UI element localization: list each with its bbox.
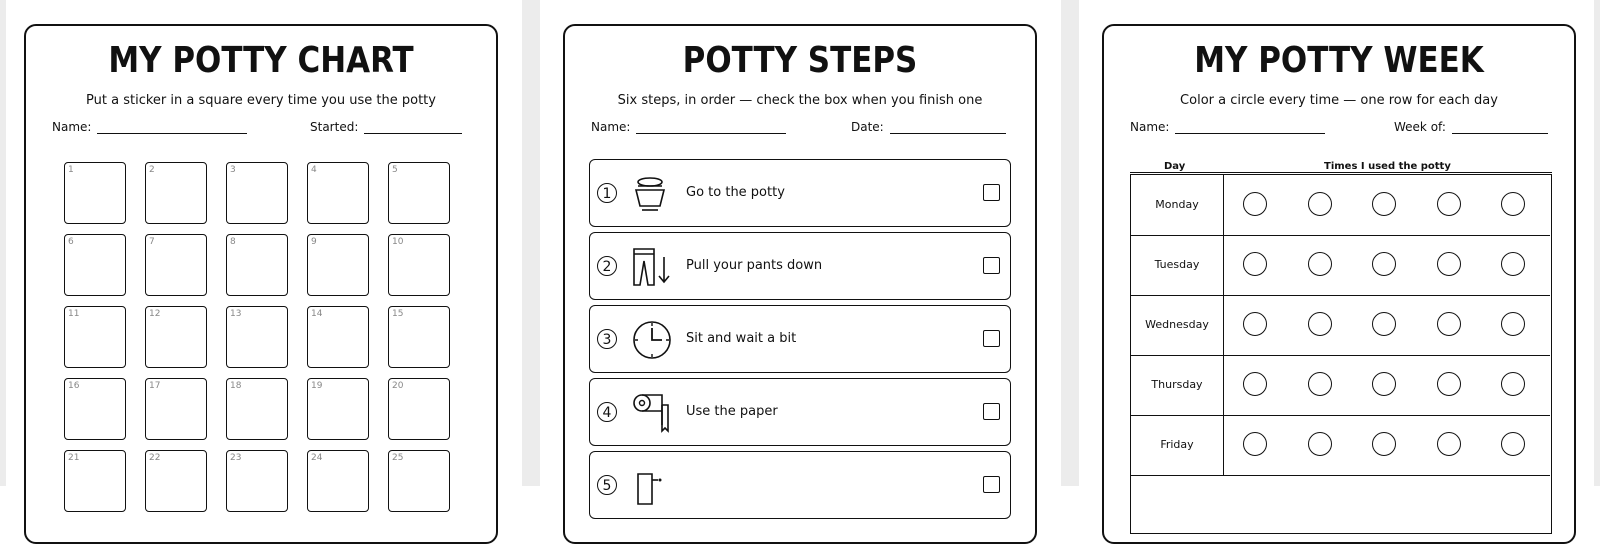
square-number: 21 <box>68 453 80 463</box>
step-number: 2 <box>597 256 617 276</box>
day-label: Tuesday <box>1131 235 1224 295</box>
toilet-paper-icon <box>630 391 674 435</box>
gutter <box>1594 0 1600 486</box>
date-line <box>890 119 1006 134</box>
tally-circle[interactable] <box>1501 432 1525 456</box>
week-of-field[interactable] <box>1394 119 1548 134</box>
square-number: 13 <box>230 309 242 319</box>
tally-circle[interactable] <box>1501 372 1525 396</box>
gutter <box>522 0 540 486</box>
tally-circle[interactable] <box>1437 372 1461 396</box>
square-number: 22 <box>149 453 161 463</box>
step-number: 4 <box>597 402 617 422</box>
week-table <box>1130 174 1552 534</box>
sticker-square[interactable] <box>64 306 126 368</box>
step-row <box>589 305 1011 373</box>
square-number: 12 <box>149 309 161 319</box>
tally-circle[interactable] <box>1372 312 1396 336</box>
sticker-square[interactable] <box>307 234 369 296</box>
potty-steps-page <box>563 24 1037 544</box>
square-number: 5 <box>392 165 398 175</box>
sticker-square[interactable] <box>64 450 126 512</box>
tally-circle[interactable] <box>1437 432 1461 456</box>
day-row <box>1131 355 1550 416</box>
tally-circle[interactable] <box>1372 372 1396 396</box>
week-of-line <box>1452 119 1548 134</box>
step-checkbox[interactable] <box>983 257 1000 274</box>
step-row <box>589 378 1011 446</box>
step-checkbox[interactable] <box>983 476 1000 493</box>
name-line <box>1175 119 1325 134</box>
sticker-square[interactable] <box>226 162 288 224</box>
times-column-header: Times I used the potty <box>1324 161 1451 172</box>
tally-circle[interactable] <box>1243 432 1267 456</box>
square-number: 14 <box>311 309 323 319</box>
tally-circle[interactable] <box>1372 192 1396 216</box>
tally-circle[interactable] <box>1308 252 1332 276</box>
tally-circle[interactable] <box>1501 192 1525 216</box>
square-number: 7 <box>149 237 155 247</box>
name-label: Name: <box>52 120 92 134</box>
day-label: Friday <box>1131 415 1224 475</box>
square-number: 2 <box>149 165 155 175</box>
sticker-square[interactable] <box>64 378 126 440</box>
tally-circle[interactable] <box>1243 252 1267 276</box>
name-line <box>636 119 786 134</box>
gutter <box>1061 0 1079 486</box>
day-row <box>1131 295 1550 356</box>
started-label: Started: <box>310 120 359 134</box>
potty-icon <box>630 172 670 216</box>
gutter <box>0 0 6 486</box>
tally-circle[interactable] <box>1372 252 1396 276</box>
sticker-square[interactable] <box>145 378 207 440</box>
step-label: Use the paper <box>686 404 778 419</box>
potty-week-page <box>1102 24 1576 544</box>
tally-circle[interactable] <box>1437 252 1461 276</box>
page-subtitle: Six steps, in order — check the box when you finish one <box>617 93 983 108</box>
square-number: 18 <box>230 381 242 391</box>
step-checkbox[interactable] <box>983 330 1000 347</box>
square-number: 9 <box>311 237 317 247</box>
step-checkbox[interactable] <box>983 184 1000 201</box>
sticker-square[interactable] <box>64 234 126 296</box>
sticker-square[interactable] <box>388 162 450 224</box>
step-number: 1 <box>597 183 617 203</box>
square-number: 20 <box>392 381 404 391</box>
day-row <box>1131 235 1550 296</box>
tally-circle[interactable] <box>1243 312 1267 336</box>
sticker-square[interactable] <box>226 450 288 512</box>
square-number: 25 <box>392 453 404 463</box>
step-number: 3 <box>597 329 617 349</box>
sticker-square[interactable] <box>307 162 369 224</box>
day-label: Monday <box>1131 175 1224 235</box>
started-field[interactable] <box>310 119 462 134</box>
step-row <box>589 232 1011 300</box>
tally-circle[interactable] <box>1243 192 1267 216</box>
tally-circle[interactable] <box>1308 192 1332 216</box>
name-label: Name: <box>591 120 631 134</box>
name-field[interactable] <box>591 119 786 134</box>
tally-circle[interactable] <box>1437 192 1461 216</box>
tally-circle[interactable] <box>1501 312 1525 336</box>
sticker-square[interactable] <box>226 234 288 296</box>
square-number: 17 <box>149 381 161 391</box>
sticker-square[interactable] <box>307 450 369 512</box>
sticker-square[interactable] <box>388 234 450 296</box>
sticker-square[interactable] <box>226 306 288 368</box>
sticker-square[interactable] <box>388 306 450 368</box>
tally-circle[interactable] <box>1308 312 1332 336</box>
tally-circle[interactable] <box>1308 372 1332 396</box>
step-checkbox[interactable] <box>983 403 1000 420</box>
sticker-square[interactable] <box>64 162 126 224</box>
sticker-square[interactable] <box>388 450 450 512</box>
sticker-square[interactable] <box>145 450 207 512</box>
name-field[interactable] <box>52 119 247 134</box>
square-number: 23 <box>230 453 242 463</box>
step-label: Sit and wait a bit <box>686 331 797 346</box>
tally-circle[interactable] <box>1372 432 1396 456</box>
square-number: 24 <box>311 453 323 463</box>
flush-icon <box>630 464 674 508</box>
day-label: Thursday <box>1131 355 1224 415</box>
clock-icon <box>630 318 674 362</box>
date-field[interactable] <box>851 119 1006 134</box>
date-label: Date: <box>851 120 884 134</box>
page-subtitle: Put a sticker in a square every time you use the potty <box>86 93 436 108</box>
name-line <box>97 119 247 134</box>
day-column-header: Day <box>1164 161 1186 172</box>
square-number: 4 <box>311 165 317 175</box>
page-subtitle: Color a circle every time — one row for each day <box>1180 93 1498 108</box>
tally-circle[interactable] <box>1308 432 1332 456</box>
step-number: 5 <box>597 475 617 495</box>
tally-circle[interactable] <box>1243 372 1267 396</box>
step-row <box>589 159 1011 227</box>
square-number: 3 <box>230 165 236 175</box>
square-number: 16 <box>68 381 80 391</box>
day-row <box>1131 175 1550 236</box>
tally-circle[interactable] <box>1437 312 1461 336</box>
square-number: 6 <box>68 237 74 247</box>
square-number: 10 <box>392 237 404 247</box>
day-row <box>1131 415 1550 476</box>
sticker-square[interactable] <box>388 378 450 440</box>
page-title: MY POTTY CHART <box>108 40 414 81</box>
square-number: 8 <box>230 237 236 247</box>
step-row <box>589 451 1011 519</box>
sticker-square[interactable] <box>226 378 288 440</box>
square-number: 1 <box>68 165 74 175</box>
name-field[interactable] <box>1130 119 1325 134</box>
tally-circle[interactable] <box>1501 252 1525 276</box>
square-number: 19 <box>311 381 323 391</box>
square-number: 11 <box>68 309 80 319</box>
sticker-square[interactable] <box>307 306 369 368</box>
page-title: MY POTTY WEEK <box>1194 40 1484 81</box>
step-label: Pull your pants down <box>686 258 823 273</box>
sticker-square[interactable] <box>307 378 369 440</box>
potty-chart-page <box>24 24 498 544</box>
sticker-square[interactable] <box>145 162 207 224</box>
day-label: Wednesday <box>1131 295 1224 355</box>
square-number: 15 <box>392 309 404 319</box>
pants-down-icon <box>630 245 674 289</box>
step-label: Go to the potty <box>686 185 785 200</box>
sticker-square[interactable] <box>145 306 207 368</box>
started-line <box>364 119 462 134</box>
page-title: POTTY STEPS <box>682 40 918 81</box>
sticker-square[interactable] <box>145 234 207 296</box>
name-label: Name: <box>1130 120 1170 134</box>
header-rule <box>1130 172 1552 173</box>
week-of-label: Week of: <box>1394 120 1446 134</box>
